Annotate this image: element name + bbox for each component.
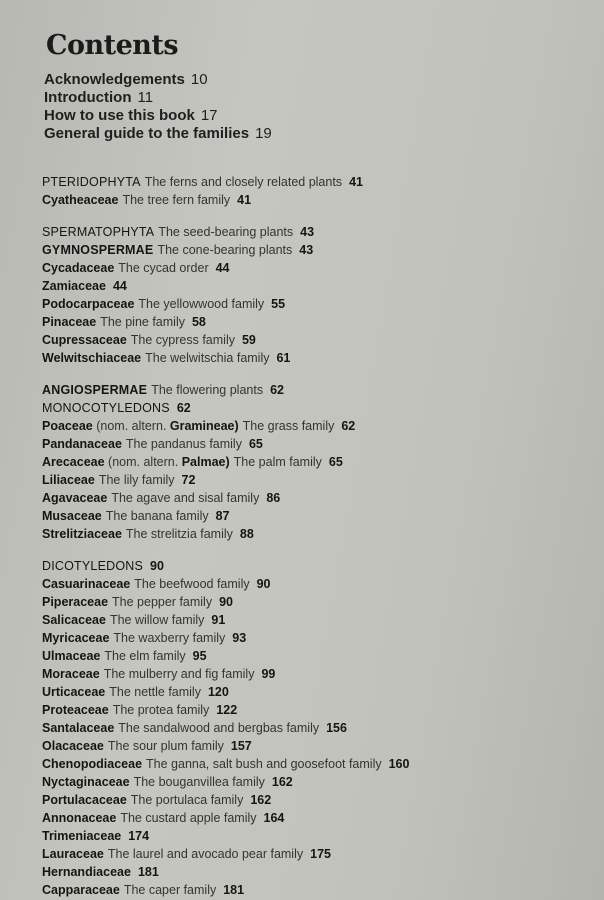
entry-desc: The agave and sisal family bbox=[111, 491, 260, 505]
entry-page: 41 bbox=[237, 193, 252, 207]
entry-desc: The sour plum family bbox=[107, 739, 224, 753]
division-name: SPERMATOPHYTA bbox=[42, 225, 155, 239]
family-entry bbox=[42, 417, 602, 435]
family-entry bbox=[42, 349, 602, 367]
family-name: Urticaceae bbox=[42, 685, 106, 699]
class-heading bbox=[42, 381, 602, 399]
entry-page: 58 bbox=[191, 315, 206, 329]
family-entry bbox=[42, 191, 602, 209]
family-entry bbox=[42, 647, 602, 665]
entry-page: 160 bbox=[388, 757, 410, 771]
entry-page: 41 bbox=[349, 175, 363, 189]
entry-page: 59 bbox=[241, 333, 256, 347]
family-entry bbox=[42, 507, 602, 525]
family-entry bbox=[42, 665, 602, 683]
alt-name-note: (nom. altern. bbox=[108, 455, 179, 469]
family-name: Cycadaceae bbox=[42, 261, 115, 275]
division-heading bbox=[42, 223, 602, 241]
entry-desc: The palm family bbox=[233, 455, 322, 469]
page-title: Contents bbox=[46, 30, 179, 61]
family-name: Proteaceae bbox=[42, 703, 109, 717]
entry-page: 91 bbox=[211, 613, 226, 627]
class-heading bbox=[42, 241, 602, 259]
entry-desc: The yellowwood family bbox=[138, 297, 265, 311]
entry-desc: The sandalwood and bergbas family bbox=[118, 721, 320, 735]
entry-desc: The custard apple family bbox=[120, 811, 257, 825]
entry-desc: The cone-bearing plants bbox=[157, 243, 293, 257]
family-name: Liliaceae bbox=[42, 473, 95, 487]
entry-desc: The waxberry family bbox=[113, 631, 226, 645]
entry-page: 86 bbox=[266, 491, 281, 505]
family-name: Strelitziaceae bbox=[42, 527, 122, 541]
entry-page: 181 bbox=[137, 865, 159, 879]
class-name: ANGIOSPERMAE bbox=[42, 383, 148, 397]
entry-desc: The bouganvillea family bbox=[133, 775, 265, 789]
family-name: Chenopodiaceae bbox=[42, 757, 143, 771]
entry-desc: The welwitschia family bbox=[145, 351, 270, 365]
entry-desc: The protea family bbox=[112, 703, 210, 717]
front-matter-item bbox=[44, 71, 272, 89]
front-matter-label: Acknowledgements bbox=[44, 71, 185, 88]
family-name: Cupressaceae bbox=[42, 333, 127, 347]
front-matter-item bbox=[44, 89, 272, 107]
entry-page: 181 bbox=[223, 883, 245, 897]
family-entry bbox=[42, 611, 602, 629]
entry-desc: The mulberry and fig family bbox=[103, 667, 255, 681]
family-entry bbox=[42, 435, 602, 453]
family-entry bbox=[42, 295, 602, 313]
entry-desc: The flowering plants bbox=[151, 383, 264, 397]
entry-page: 164 bbox=[263, 811, 285, 825]
family-name: Poaceae bbox=[42, 419, 93, 433]
spacer bbox=[42, 543, 602, 557]
family-name: Pinaceae bbox=[42, 315, 97, 329]
family-name: Annonaceae bbox=[42, 811, 117, 825]
family-name: Pandanaceae bbox=[42, 437, 122, 451]
entry-desc: The portulaca family bbox=[130, 793, 244, 807]
entry-desc: The nettle family bbox=[109, 685, 201, 699]
front-matter-label: Introduction bbox=[44, 89, 132, 106]
family-entry bbox=[42, 773, 602, 791]
entry-page: 44 bbox=[112, 279, 127, 293]
entry-page: 72 bbox=[181, 473, 196, 487]
entry-desc: The ferns and closely related plants bbox=[144, 175, 343, 189]
family-name: Santalaceae bbox=[42, 721, 115, 735]
entry-page: 87 bbox=[215, 509, 230, 523]
family-entry bbox=[42, 575, 602, 593]
entry-desc: The pine family bbox=[100, 315, 185, 329]
entry-page: 62 bbox=[176, 401, 191, 415]
alt-name: Gramineae) bbox=[169, 419, 239, 433]
family-name: Capparaceae bbox=[42, 883, 120, 897]
subclass-name: DICOTYLEDONS bbox=[42, 559, 144, 573]
entry-desc: The grass family bbox=[242, 419, 335, 433]
front-matter-list bbox=[44, 71, 272, 143]
entry-desc: The willow family bbox=[109, 613, 205, 627]
family-entry bbox=[42, 737, 602, 755]
entry-desc: The cycad order bbox=[118, 261, 209, 275]
family-name: Agavaceae bbox=[42, 491, 108, 505]
entry-page: 43 bbox=[299, 243, 314, 257]
family-name: Zamiaceae bbox=[42, 279, 106, 293]
entry-page: 99 bbox=[261, 667, 276, 681]
family-entry bbox=[42, 683, 602, 701]
front-matter-page: 17 bbox=[200, 107, 218, 124]
family-entry bbox=[42, 791, 602, 809]
entry-page: 65 bbox=[248, 437, 263, 451]
spacer bbox=[42, 367, 602, 381]
family-entry bbox=[42, 593, 602, 611]
front-matter-item bbox=[44, 107, 272, 125]
family-entry bbox=[42, 489, 602, 507]
entry-desc: The pepper family bbox=[112, 595, 213, 609]
division-name: PTERIDOPHYTA bbox=[42, 175, 141, 189]
entry-desc: The strelitzia family bbox=[125, 527, 233, 541]
front-matter-item bbox=[44, 125, 272, 143]
entry-desc: The tree fern family bbox=[122, 193, 231, 207]
family-name: Arecaceae bbox=[42, 455, 105, 469]
entry-desc: The laurel and avocado pear family bbox=[107, 847, 304, 861]
family-entry bbox=[42, 845, 602, 863]
entry-page: 175 bbox=[310, 847, 331, 861]
entry-page: 65 bbox=[328, 455, 343, 469]
family-entry bbox=[42, 863, 602, 881]
family-entry bbox=[42, 331, 602, 349]
family-entry bbox=[42, 277, 602, 295]
family-entry bbox=[42, 719, 602, 737]
family-name: Hernandiaceae bbox=[42, 865, 131, 879]
entry-page: 62 bbox=[270, 383, 284, 397]
front-matter-page: 11 bbox=[137, 89, 154, 106]
entry-page: 90 bbox=[256, 577, 271, 591]
entry-desc: The banana family bbox=[105, 509, 209, 523]
family-name: Podocarpaceae bbox=[42, 297, 135, 311]
front-matter-page: 19 bbox=[255, 125, 272, 142]
contents-list bbox=[42, 173, 602, 899]
entry-page: 120 bbox=[207, 685, 229, 699]
entry-page: 162 bbox=[271, 775, 293, 789]
family-entry bbox=[42, 701, 602, 719]
entry-page: 90 bbox=[150, 559, 164, 573]
entry-desc: The seed-bearing plants bbox=[158, 225, 294, 239]
family-entry bbox=[42, 259, 602, 277]
entry-page: 157 bbox=[230, 739, 252, 753]
family-name: Portulacaceae bbox=[42, 793, 127, 807]
front-matter-label: How to use this book bbox=[44, 107, 195, 124]
entry-page: 122 bbox=[216, 703, 238, 717]
family-name: Ulmaceae bbox=[42, 649, 101, 663]
entry-page: 43 bbox=[300, 225, 315, 239]
family-name: Casuarinaceae bbox=[42, 577, 131, 591]
entry-page: 93 bbox=[232, 631, 247, 645]
family-entry bbox=[42, 881, 602, 899]
spacer bbox=[42, 209, 602, 223]
family-name: Myricaceae bbox=[42, 631, 110, 645]
entry-page: 62 bbox=[341, 419, 356, 433]
entry-page: 61 bbox=[276, 351, 291, 365]
entry-desc: The beefwood family bbox=[134, 577, 250, 591]
family-entry bbox=[42, 755, 602, 773]
family-entry bbox=[42, 827, 602, 845]
entry-desc: The ganna, salt bush and goosefoot family bbox=[146, 757, 382, 771]
entry-page: 55 bbox=[271, 297, 286, 311]
entry-desc: The lily family bbox=[98, 473, 175, 487]
entry-page: 162 bbox=[250, 793, 272, 807]
family-name: Cyatheaceae bbox=[42, 193, 119, 207]
entry-page: 95 bbox=[192, 649, 207, 663]
family-entry bbox=[42, 809, 602, 827]
subclass-heading bbox=[42, 399, 602, 417]
family-name: Piperaceae bbox=[42, 595, 109, 609]
family-entry bbox=[42, 525, 602, 543]
division-heading bbox=[42, 173, 602, 191]
class-name: GYMNOSPERMAE bbox=[42, 243, 154, 257]
entry-page: 174 bbox=[128, 829, 150, 843]
family-entry bbox=[42, 629, 602, 647]
entry-desc: The cypress family bbox=[130, 333, 235, 347]
family-name: Nyctaginaceae bbox=[42, 775, 130, 789]
front-matter-page: 10 bbox=[190, 71, 208, 88]
entry-page: 88 bbox=[239, 527, 254, 541]
family-name: Moraceae bbox=[42, 667, 100, 681]
entry-page: 156 bbox=[326, 721, 347, 735]
front-matter-label: General guide to the families bbox=[44, 125, 250, 142]
family-name: Trimeniaceae bbox=[42, 829, 122, 843]
family-name: Lauraceae bbox=[42, 847, 104, 861]
alt-name: Palmae) bbox=[181, 455, 230, 469]
family-name: Olacaceae bbox=[42, 739, 104, 753]
family-name: Musaceae bbox=[42, 509, 102, 523]
entry-page: 90 bbox=[219, 595, 233, 609]
family-entry bbox=[42, 313, 602, 331]
family-entry bbox=[42, 471, 602, 489]
entry-desc: The pandanus family bbox=[125, 437, 242, 451]
family-name: Welwitschiaceae bbox=[42, 351, 142, 365]
family-name: Salicaceae bbox=[42, 613, 106, 627]
subclass-name: MONOCOTYLEDONS bbox=[42, 401, 170, 415]
entry-desc: The elm family bbox=[104, 649, 186, 663]
family-entry bbox=[42, 453, 602, 471]
entry-page: 44 bbox=[215, 261, 230, 275]
subclass-heading bbox=[42, 557, 602, 575]
alt-name-note: (nom. altern. bbox=[96, 419, 167, 433]
entry-desc: The caper family bbox=[123, 883, 217, 897]
